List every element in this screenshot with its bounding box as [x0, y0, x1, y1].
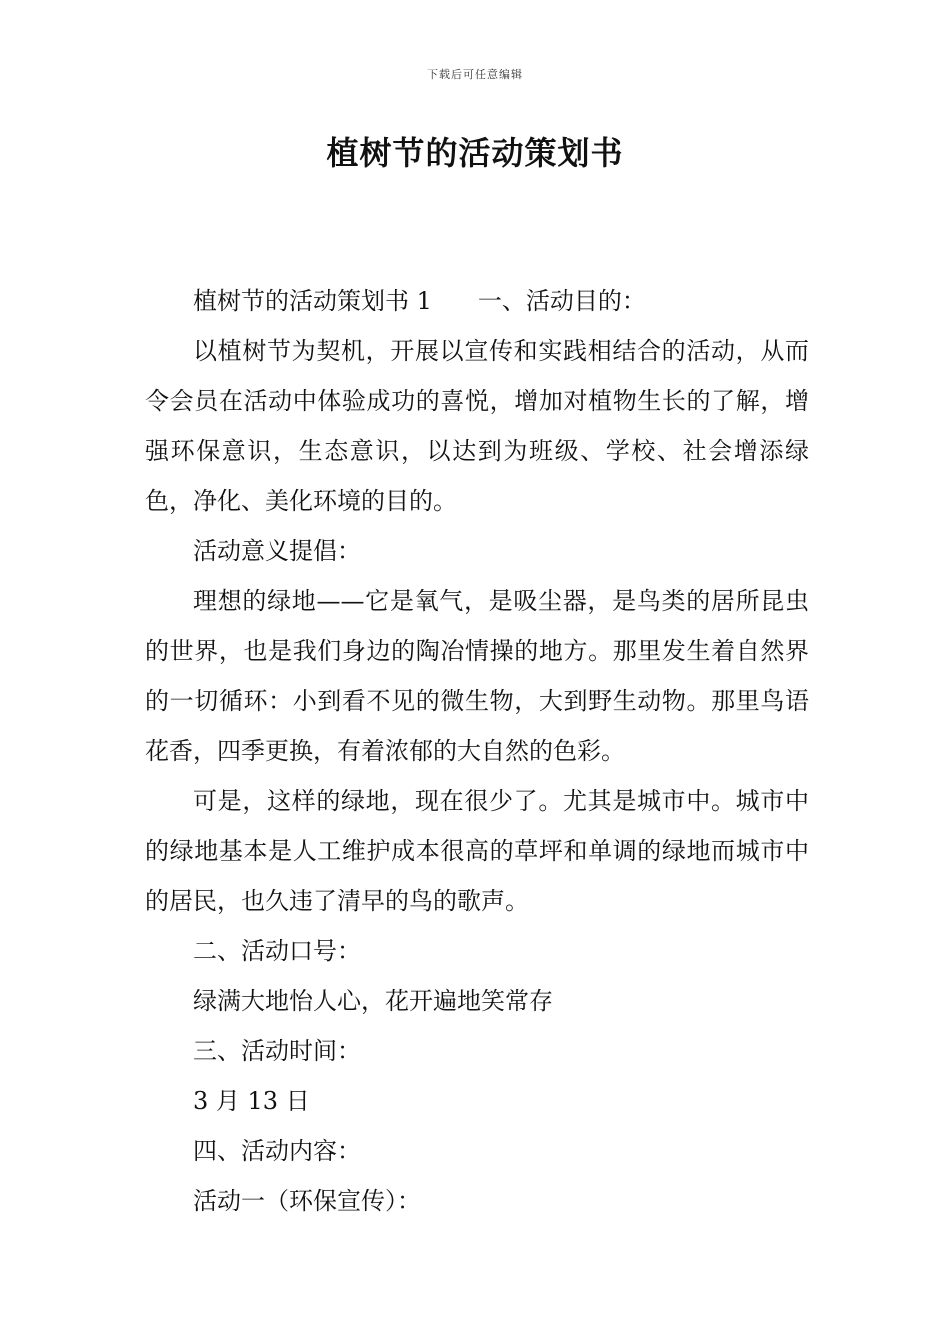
paragraph-slogan-heading: 二、活动口号： [193, 937, 361, 965]
intro-right-text: 一、活动目的： [477, 287, 646, 315]
intro-line [145, 276, 809, 326]
paragraph-slogan: 绿满大地怡人心，花开遍地笑常存 [193, 987, 553, 1015]
header-note: 下载后可任意编辑 [427, 68, 523, 81]
paragraph-activity-one: 活动一（环保宣传）： [193, 1187, 421, 1215]
paragraph-date: 3 月 13 日 [193, 1087, 310, 1115]
document-body [145, 276, 809, 1226]
paragraph-ideal-greenland: 理想的绿地——它是氧气，是吸尘器，是鸟类的居所昆虫的世界，也是我们身边的陶冶情操的地方。那里发生着自然界的一切循环：小到看不见的微生物，大到野生动物。那里鸟语花香，四季更换，有着浓郁的大自然的色彩。 [145, 587, 809, 765]
paragraph-time-heading: 三、活动时间： [193, 1037, 361, 1065]
intro-left-text: 植树节的活动策划书 1 [193, 287, 432, 315]
paragraph-city-greenland: 可是，这样的绿地，现在很少了。尤其是城市中。城市中的绿地基本是人工维护成本很高的草坪和单调的绿地而城市中的居民，也久违了清早的鸟的歌声。 [145, 787, 809, 915]
document-title: 植树节的活动策划书 [326, 134, 624, 172]
paragraph-significance-heading: 活动意义提倡： [193, 537, 361, 565]
paragraph-content-heading: 四、活动内容： [193, 1137, 361, 1165]
paragraph-purpose: 以植树节为契机，开展以宣传和实践相结合的活动，从而令会员在活动中体验成功的喜悦，增加对植物生长的了解，增强环保意识，生态意识，以达到为班级、学校、社会增添绿色，净化、美化环境的目的。 [145, 337, 809, 515]
